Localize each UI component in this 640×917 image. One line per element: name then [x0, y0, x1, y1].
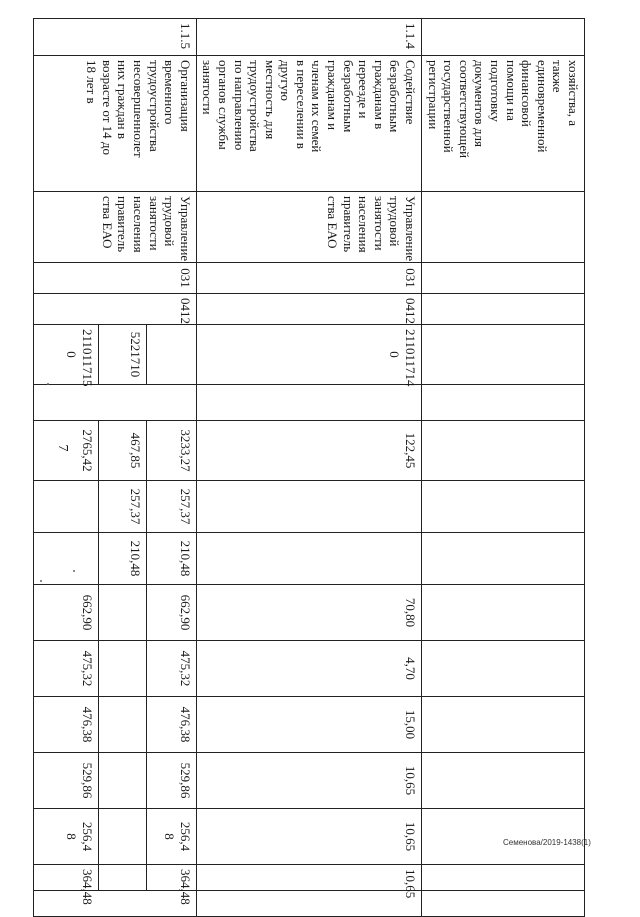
value-year: 529,86 [33, 753, 98, 809]
value-year: 256,4 8 [33, 809, 98, 865]
section-code [422, 294, 585, 325]
value-year: 662,90 [146, 585, 196, 641]
item-description: Содействие безработным гражданам в переезде и безработным гражданам и членам их семей в переселении в другую местность для трудоустройства по направлению органов службы занятости [196, 56, 421, 192]
expense-type-code [196, 385, 421, 421]
value-total [422, 421, 585, 481]
value-total: 122,45 [196, 421, 421, 481]
value-year: 475,32 [33, 641, 98, 697]
value-year [98, 865, 146, 891]
value-year: 10,65 [196, 809, 421, 865]
value-year [422, 481, 585, 533]
executor [422, 192, 585, 263]
value-year [422, 891, 585, 917]
value-year: 15,00 [196, 697, 421, 753]
value-year: 70,80 [196, 585, 421, 641]
item-description: Организация временного трудоустройства несовершеннолет них граждан в возрасте от 14 до 18 лет в [33, 56, 196, 192]
scan-speck [47, 383, 49, 385]
document-stamp: Семенова/2019-1438(1) [503, 838, 591, 847]
value-year [422, 697, 585, 753]
value-year: 364,48 [146, 865, 196, 891]
value-year: 476,38 [33, 697, 98, 753]
value-year [98, 585, 146, 641]
value-total: 3233,27 [146, 421, 196, 481]
section-code: 0412 [196, 294, 421, 325]
value-total: 2765,42 [33, 421, 98, 481]
expense-type-code [33, 385, 196, 421]
value-year [422, 533, 585, 585]
item-number: 1.1.5 [33, 19, 196, 56]
scan-speck [40, 580, 42, 582]
value-year: 476,38 [146, 697, 196, 753]
value-year [33, 481, 98, 533]
value-year [422, 865, 585, 891]
value-year: 210,48 [146, 533, 196, 585]
value-year: 257,37 [146, 481, 196, 533]
value-year [196, 533, 421, 585]
value-year: 364,48 [33, 865, 98, 891]
executor: Управление трудовой занятости населения правитель ства ЕАО [196, 192, 421, 263]
value-year [98, 641, 146, 697]
budget-table-sheet [64, 18, 585, 905]
value-year: 257,37 [98, 481, 146, 533]
executor: Управление трудовой занятости населения правитель ства ЕАО [33, 192, 196, 263]
target-article-code: 5221710 [98, 325, 146, 385]
table-row [196, 19, 421, 917]
value-year: 210,48 [98, 533, 146, 585]
item-number: 1.1.4 [196, 19, 421, 56]
budget-table [33, 18, 585, 917]
value-year: 662,90 [33, 585, 98, 641]
grbs-code [422, 263, 585, 294]
value-year [196, 481, 421, 533]
value-year [33, 891, 196, 917]
target-article-code [422, 325, 585, 385]
expense-type-code [422, 385, 585, 421]
value-year [33, 533, 98, 585]
page-number: 7 [55, 444, 70, 452]
target-article-code: 211011714 0 [196, 325, 421, 385]
value-year [98, 753, 146, 809]
target-article-code [146, 325, 196, 385]
value-year: 529,86 [146, 753, 196, 809]
value-year [422, 641, 585, 697]
value-year: 4,70 [196, 641, 421, 697]
value-year [422, 585, 585, 641]
item-description: хозяйства, а также единовременной финансовой помощи на подготовку документов для соответствующей государственной регистрации [422, 56, 585, 192]
value-year [196, 891, 421, 917]
value-year: 475,32 [146, 641, 196, 697]
value-year [98, 697, 146, 753]
value-year: 10,65 [196, 753, 421, 809]
value-year [422, 809, 585, 865]
target-article-code: 211011715 0 [33, 325, 98, 385]
value-year [422, 753, 585, 809]
value-total: 467,85 [98, 421, 146, 481]
grbs-code: 031 [33, 263, 196, 294]
value-year [98, 809, 146, 865]
section-code: 0412 [33, 294, 196, 325]
grbs-code: 031 [196, 263, 421, 294]
table-row [422, 19, 585, 917]
value-year: 10,65 [196, 865, 421, 891]
item-number [422, 19, 585, 56]
value-year: 256,4 8 [146, 809, 196, 865]
table-row [146, 19, 196, 917]
scan-speck [73, 570, 75, 572]
